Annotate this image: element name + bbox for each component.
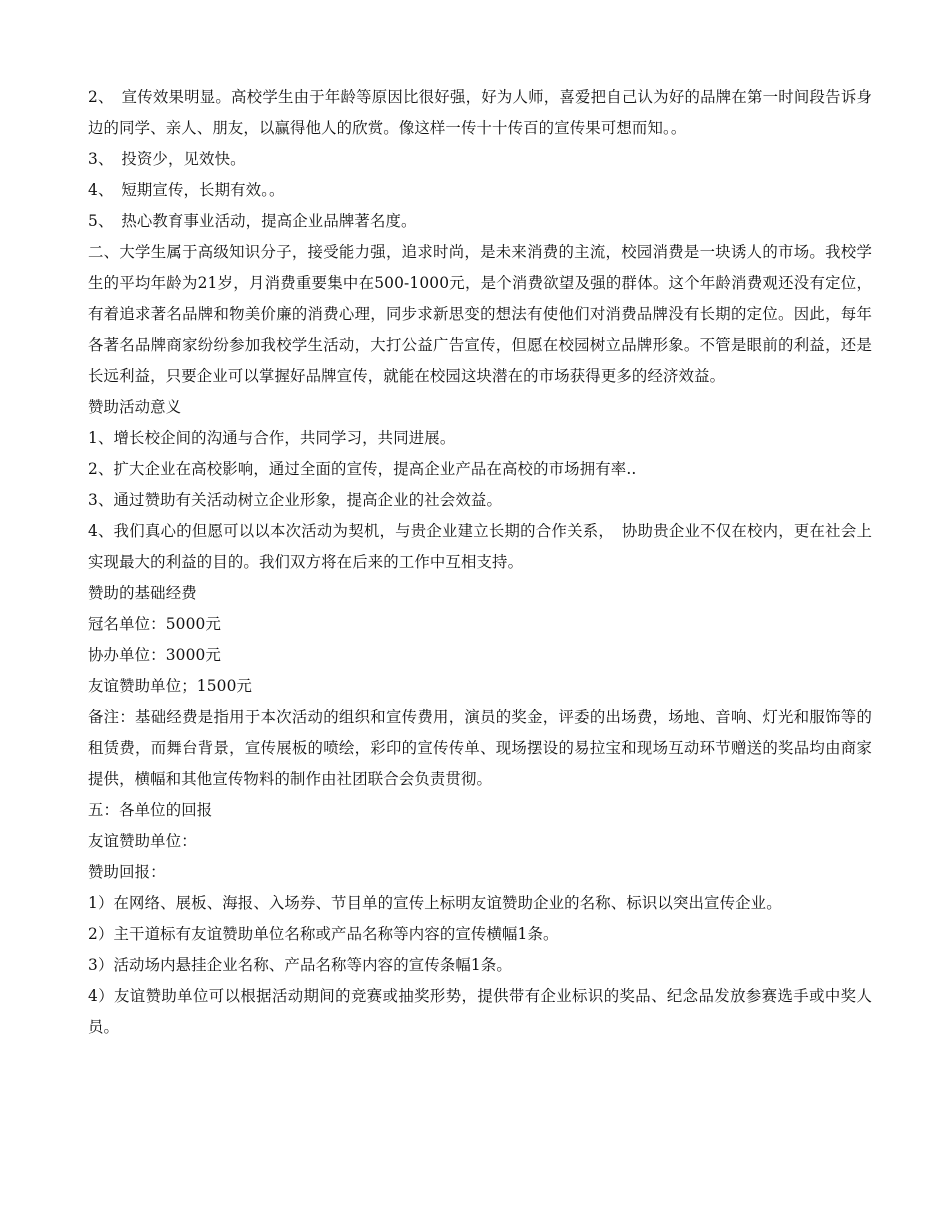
section-heading-significance: 赞助活动意义: [88, 398, 182, 416]
returns-sponsor-type: 友谊赞助单位：: [88, 832, 197, 850]
list-item-significance-4: 4、我们真心的但愿可以以本次活动为契机，与贵企业建立长期的合作关系， 协助贵企业不仅在校内，更在社会上实现最大的利益的目的。我们双方将在后来的工作中互相支持。: [88, 522, 872, 571]
paragraph-funding-note: 备注：基础经费是指用于本次活动的组织和宣传费用，演员的奖金，评委的出场费，场地、音响、灯光和服饰等的租赁费，而舞台背景，宣传展板的喷绘，彩印的宣传传单、现场摆设的易拉宝和现场互动环节赠送的奖品均由商家提供，横幅和其他宣传物料的制作由社团联合会负责贯彻。: [88, 708, 872, 788]
paragraph-benefit-2: 2、 宣传效果明显。高校学生由于年龄等原因比很好强，好为人师，喜爱把自己认为好的品牌在第一时间段告诉身边的同学、亲人、朋友，以赢得他人的欣赏。像这样一传十十传百的宣传果可想而知。。: [88, 88, 872, 137]
funding-title-sponsor: 冠名单位：5000元: [88, 615, 222, 633]
return-item-1: 1）在网络、展板、海报、入场券、节目单的宣传上标明友谊赞助企业的名称、标识以突出宣传企业。: [88, 894, 782, 912]
section-heading-funding: 赞助的基础经费: [88, 584, 197, 602]
section-heading-returns: 五：各单位的回报: [88, 801, 213, 819]
list-item-significance-3: 3、通过赞助有关活动树立企业形象，提高企业的社会效益。: [88, 491, 502, 509]
paragraph-benefit-4: 4、 短期宣传，长期有效。。: [88, 181, 285, 199]
paragraph-benefit-5: 5、 热心教育事业活动，提高企业品牌著名度。: [88, 212, 417, 230]
list-item-significance-1: 1、增长校企间的沟通与合作，共同学习，共同进展。: [88, 429, 456, 447]
return-item-4: 4）友谊赞助单位可以根据活动期间的竞赛或抽奖形势，提供带有企业标识的奖品、纪念品发放参赛选手或中奖人员。: [88, 987, 872, 1036]
funding-friendship-sponsor: 友谊赞助单位；1500元: [88, 677, 253, 695]
return-item-2: 2）主干道标有友谊赞助单位名称或产品名称等内容的宣传横幅1条。: [88, 925, 559, 943]
returns-label: 赞助回报：: [88, 863, 166, 881]
paragraph-market-analysis: 二、大学生属于高级知识分子，接受能力强，追求时尚，是未来消费的主流，校园消费是一块诱人的市场。我校学生的平均年龄为21岁，月消费重要集中在500-1000元，是个消费欲望及强的群体。这个年龄消费观还没有定位，有着追求著名品牌和物美价廉的消费心理，同步求新思变的想法有使他们对消费品牌没有长期的定位。因此，每年各著名品牌商家纷纷参加我校学生活动，大打公益广告宣传，但愿在校园树立品牌形象。不管是眼前的利益，还是长远利益，只要企业可以掌握好品牌宣传，就能在校园这块潜在的市场获得更多的经济效益。: [88, 243, 872, 385]
list-item-significance-2: 2、扩大企业在高校影响，通过全面的宣传，提高企业产品在高校的市场拥有率..: [88, 460, 637, 478]
return-item-3: 3）活动场内悬挂企业名称、产品名称等内容的宣传条幅1条。: [88, 956, 512, 974]
funding-co-organizer: 协办单位：3000元: [88, 646, 222, 664]
paragraph-benefit-3: 3、 投资少，见效快。: [88, 150, 246, 168]
